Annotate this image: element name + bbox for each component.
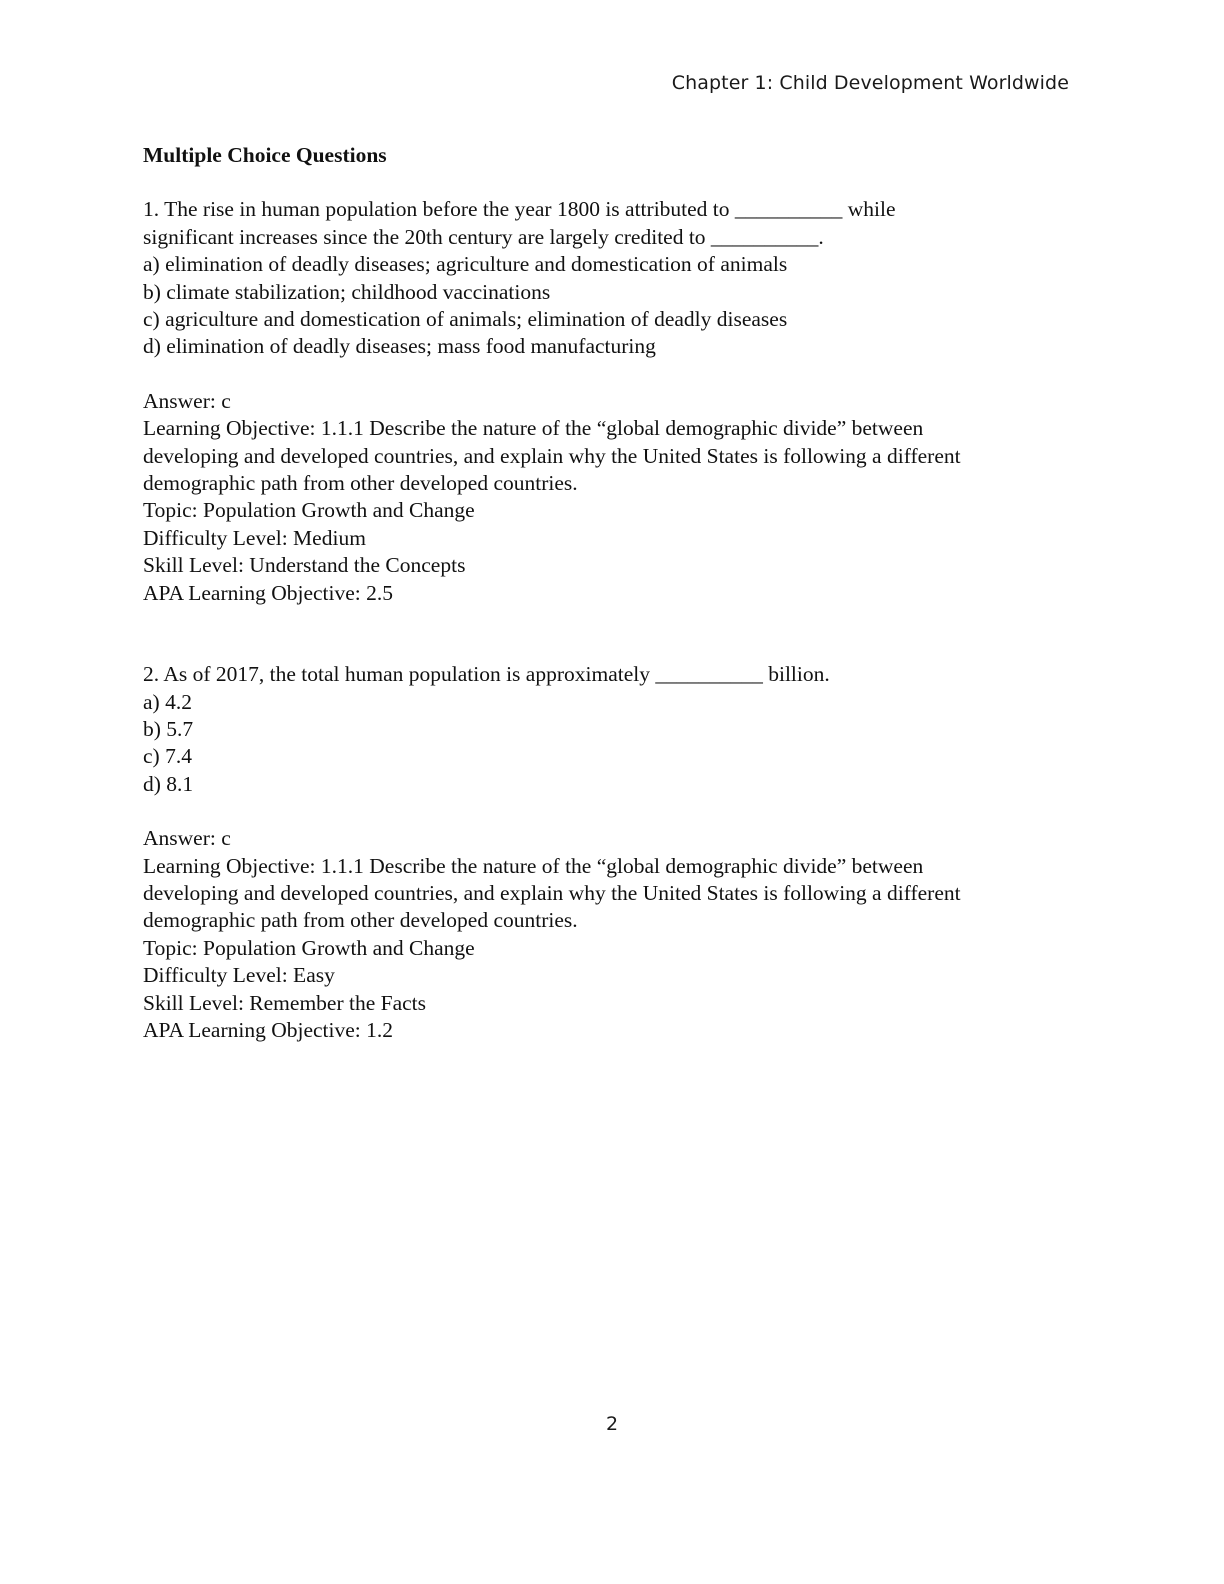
answer-option-d: d) elimination of deadly diseases; mass food manufacturing (143, 334, 656, 359)
question-2 (143, 661, 1093, 1044)
answer-option-c: c) 7.4 (143, 744, 192, 769)
difficulty-label: Difficulty Level: Easy (143, 963, 335, 988)
question-stem-line: 1. The rise in human population before the year 1800 is attributed to __________ while (143, 197, 896, 222)
page-number: 2 (605, 1413, 619, 1435)
answer-key: Answer: c (143, 826, 231, 851)
question-1 (143, 196, 1093, 607)
answer-option-b: b) climate stabilization; childhood vaccinations (143, 279, 551, 304)
apa-objective-label: APA Learning Objective: 2.5 (143, 580, 394, 605)
topic-label: Topic: Population Growth and Change (143, 935, 475, 960)
learning-objective-line: developing and developed countries, and explain why the United States is following a different (143, 443, 961, 468)
learning-objective-line: Learning Objective: 1.1.1 Describe the nature of the “global demographic divide” between (143, 416, 924, 441)
skill-label: Skill Level: Remember the Facts (143, 990, 427, 1015)
learning-objective-line: demographic path from other developed countries. (143, 908, 578, 933)
answer-key: Answer: c (143, 388, 231, 413)
section-title: Multiple Choice Questions (143, 143, 387, 167)
question-stem-line: significant increases since the 20th century are largely credited to __________. (143, 224, 824, 249)
skill-label: Skill Level: Understand the Concepts (143, 553, 466, 578)
answer-option-b: b) 5.7 (143, 716, 194, 741)
learning-objective-line: developing and developed countries, and explain why the United States is following a different (143, 880, 961, 905)
page-content (143, 142, 1093, 1044)
answer-option-d: d) 8.1 (143, 771, 194, 796)
running-header: Chapter 1: Child Development Worldwide (671, 72, 1069, 94)
apa-objective-label: APA Learning Objective: 1.2 (143, 1017, 394, 1042)
question-stem-line: 2. As of 2017, the total human population is approximately __________ billion. (143, 662, 830, 687)
learning-objective-line: demographic path from other developed countries. (143, 471, 578, 496)
difficulty-label: Difficulty Level: Medium (143, 525, 366, 550)
answer-option-c: c) agriculture and domestication of animals; elimination of deadly diseases (143, 307, 788, 332)
topic-label: Topic: Population Growth and Change (143, 498, 475, 523)
learning-objective-line: Learning Objective: 1.1.1 Describe the nature of the “global demographic divide” between (143, 853, 924, 878)
answer-option-a: a) elimination of deadly diseases; agriculture and domestication of animals (143, 252, 788, 277)
answer-option-a: a) 4.2 (143, 689, 192, 714)
